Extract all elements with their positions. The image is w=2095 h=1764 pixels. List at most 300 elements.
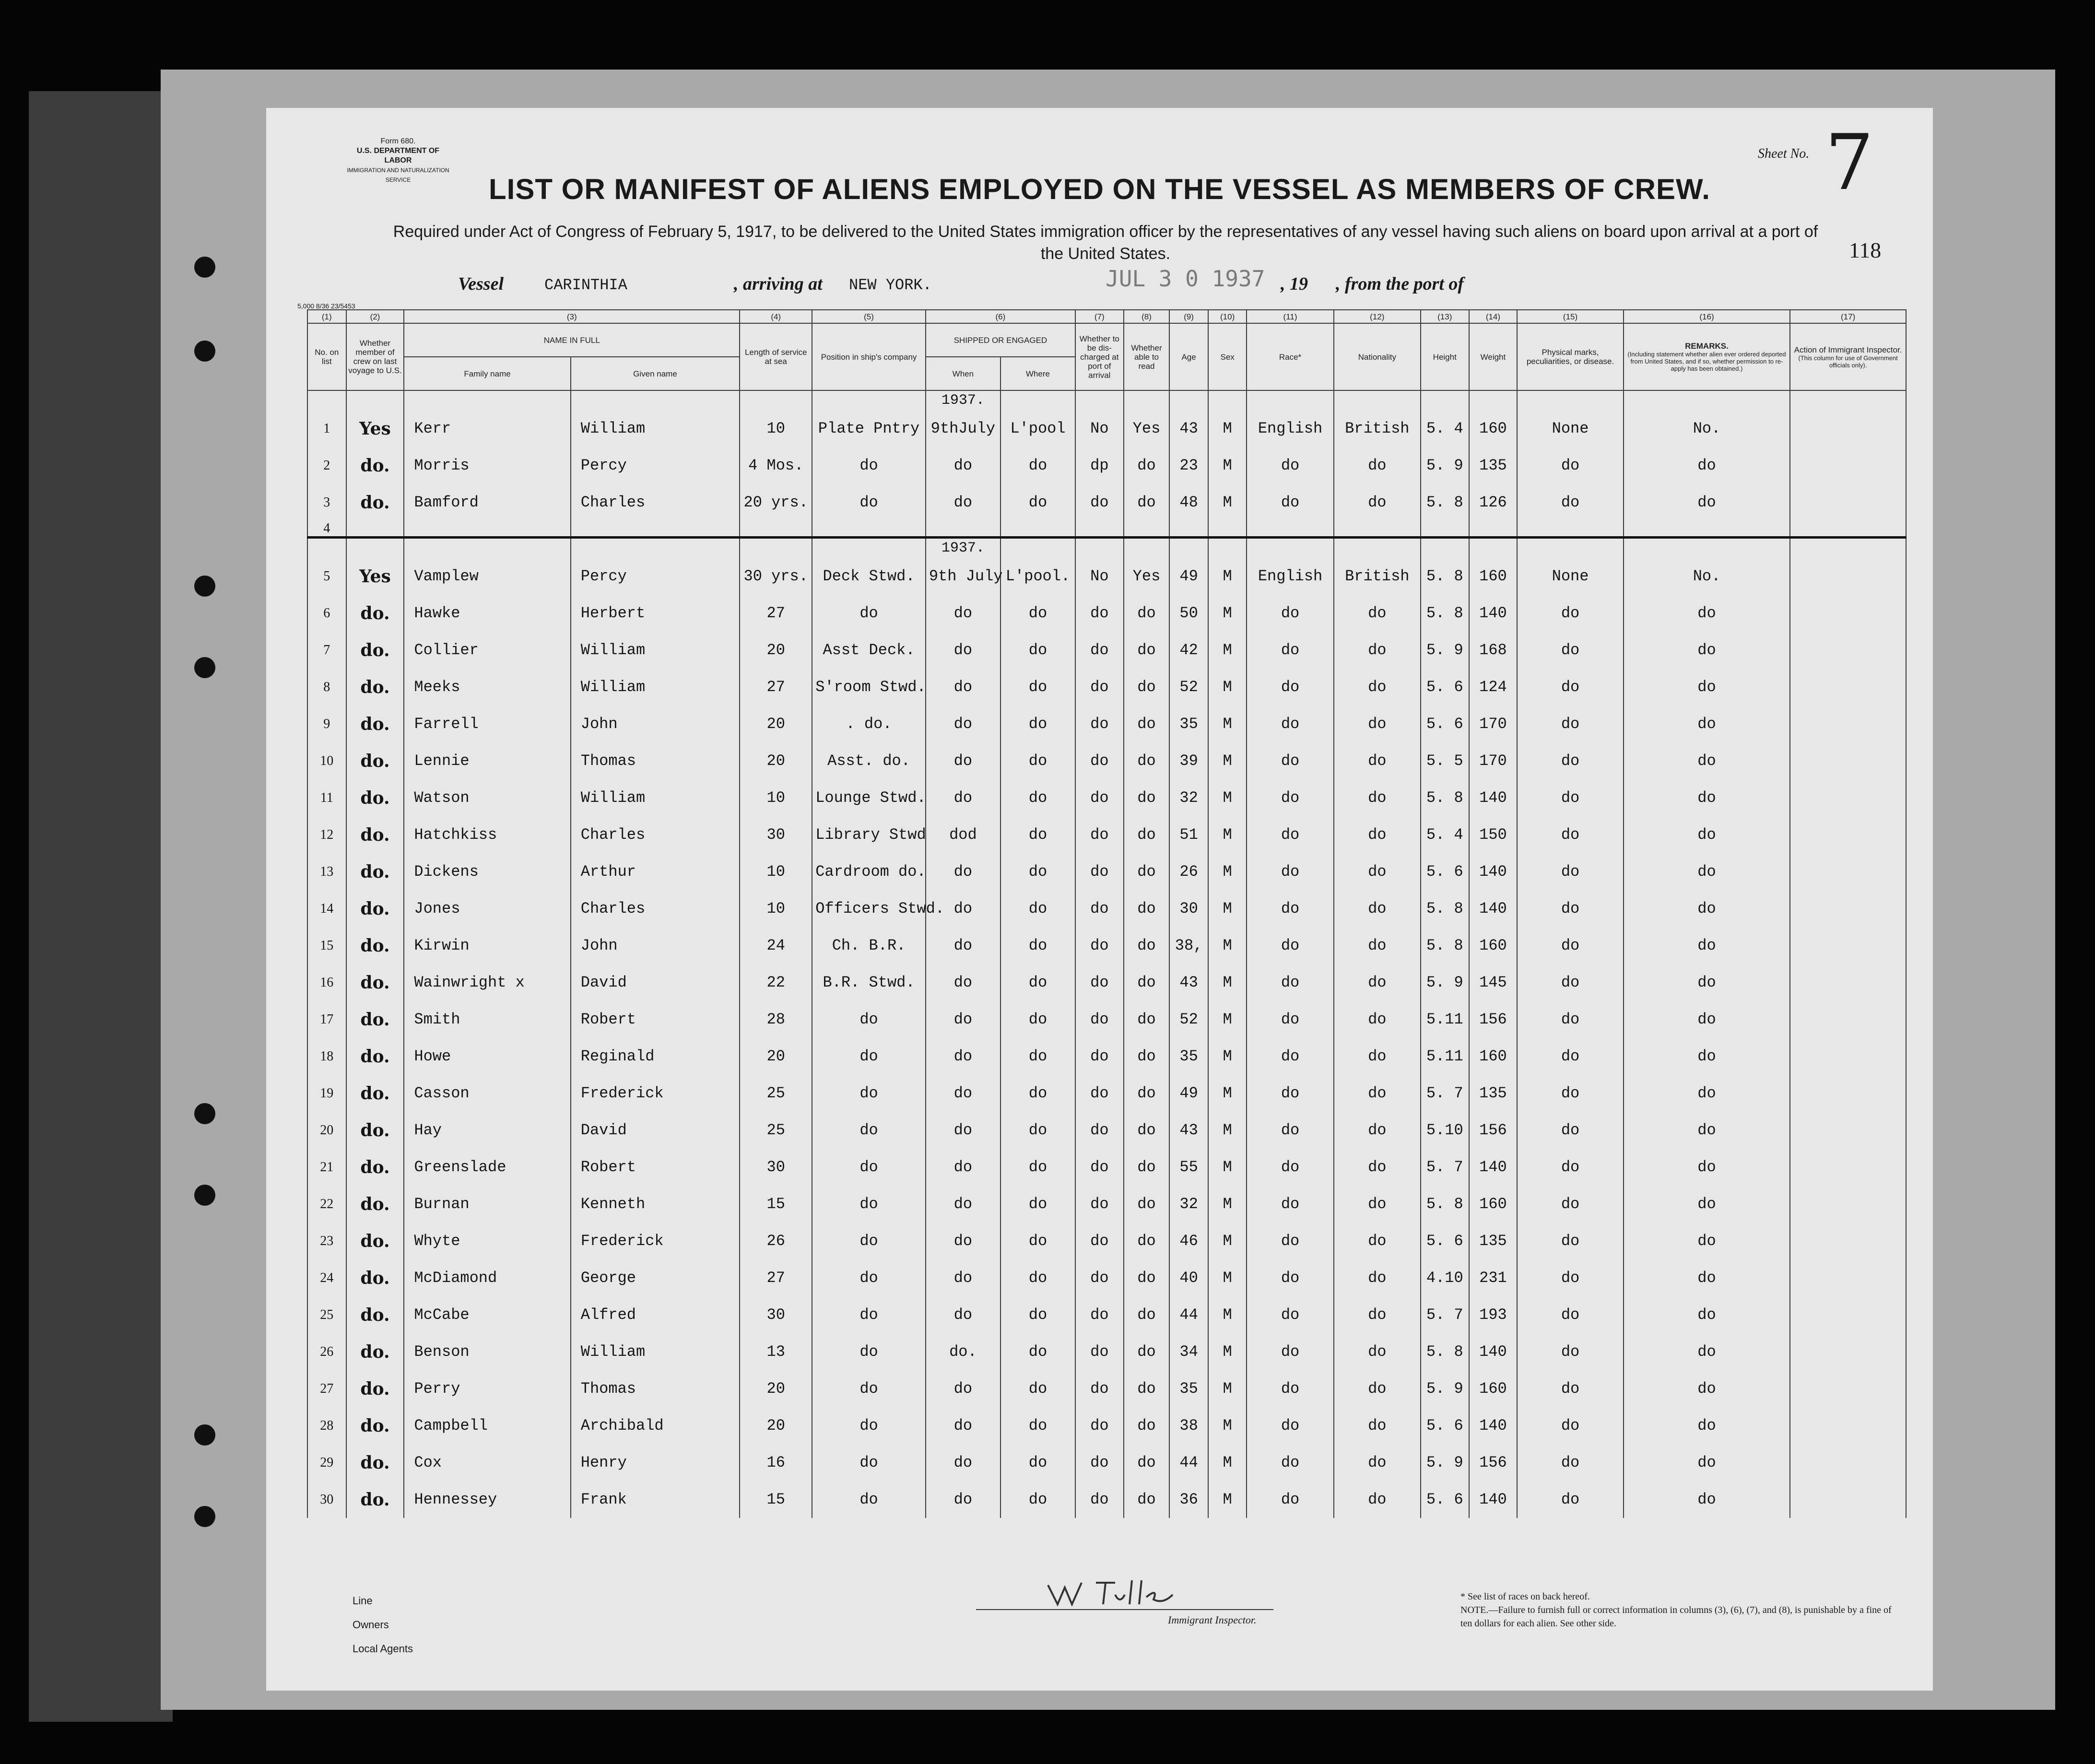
cell-race: do bbox=[1247, 742, 1333, 779]
cell-sex: M bbox=[1208, 1112, 1247, 1149]
date-stamp: JUL 3 0 1937 bbox=[1106, 266, 1265, 292]
col-number: (3) bbox=[404, 310, 740, 323]
cell-disch: do bbox=[1075, 1149, 1124, 1186]
header-family-name: Family name bbox=[404, 357, 570, 390]
col-number: (12) bbox=[1334, 310, 1421, 323]
cell-read bbox=[1124, 521, 1170, 538]
cell-prev bbox=[346, 390, 404, 410]
cell-action bbox=[1790, 964, 1906, 1001]
col-number: (17) bbox=[1790, 310, 1906, 323]
cell-given: William bbox=[571, 779, 740, 816]
cell-where: do bbox=[1000, 1296, 1075, 1333]
cell-disch: do bbox=[1075, 1481, 1124, 1518]
cell-where bbox=[1000, 390, 1075, 410]
cell-race: do bbox=[1247, 669, 1333, 706]
cell-remarks: do bbox=[1624, 927, 1790, 964]
cell-where bbox=[1000, 521, 1075, 538]
cell-position: Officers Stwd. bbox=[812, 890, 926, 927]
cell-remarks bbox=[1624, 521, 1790, 538]
cell-sex bbox=[1208, 521, 1247, 538]
cell-remarks: do bbox=[1624, 706, 1790, 742]
cell-action bbox=[1790, 632, 1906, 669]
col-number: (8) bbox=[1124, 310, 1170, 323]
cell-marks: do bbox=[1517, 447, 1624, 484]
cell-family: Wainwright x bbox=[404, 964, 570, 1001]
cell-action bbox=[1790, 1407, 1906, 1444]
cell-read: do bbox=[1124, 669, 1170, 706]
cell-weight: 140 bbox=[1469, 595, 1518, 632]
cell-family bbox=[404, 521, 570, 538]
table-row bbox=[307, 1149, 1906, 1186]
cell-prev: do. bbox=[346, 853, 404, 890]
cell-weight: 150 bbox=[1469, 816, 1518, 853]
cell-family: Campbell bbox=[404, 1407, 570, 1444]
sheet-number-label: Sheet No. bbox=[1758, 146, 1810, 161]
cell-disch: do bbox=[1075, 1075, 1124, 1112]
cell-family bbox=[404, 538, 570, 558]
cell-marks: do bbox=[1517, 1370, 1624, 1407]
cell-no: 28 bbox=[307, 1407, 346, 1444]
cell-prev bbox=[346, 538, 404, 558]
cell-when: do bbox=[926, 1186, 1000, 1223]
cell-marks: do bbox=[1517, 853, 1624, 890]
table-row bbox=[307, 595, 1906, 632]
cell-prev: Yes bbox=[346, 558, 404, 595]
cell-marks: do bbox=[1517, 1407, 1624, 1444]
cell-family: Collier bbox=[404, 632, 570, 669]
table-row bbox=[307, 669, 1906, 706]
cell-marks: do bbox=[1517, 816, 1624, 853]
cell-where: do bbox=[1000, 1112, 1075, 1149]
arrival-port: NEW YORK. bbox=[849, 276, 932, 294]
cell-age: 49 bbox=[1169, 1075, 1208, 1112]
cell-family: Whyte bbox=[404, 1223, 570, 1259]
cell-service: 20 bbox=[740, 706, 812, 742]
cell-position: do bbox=[812, 447, 926, 484]
cell-nat: do bbox=[1334, 927, 1421, 964]
cell-race: English bbox=[1247, 410, 1333, 447]
cell-nat: do bbox=[1334, 1444, 1421, 1481]
cell-weight: 140 bbox=[1469, 779, 1518, 816]
cell-race: do bbox=[1247, 1001, 1333, 1038]
cell-given: John bbox=[571, 927, 740, 964]
cell-race: do bbox=[1247, 1038, 1333, 1075]
cell-weight: 135 bbox=[1469, 447, 1518, 484]
cell-family: Hawke bbox=[404, 595, 570, 632]
cell-given: Thomas bbox=[571, 742, 740, 779]
cell-disch: do bbox=[1075, 890, 1124, 927]
cell-where: do bbox=[1000, 1407, 1075, 1444]
cell-given: Arthur bbox=[571, 853, 740, 890]
cell-height: 5. 8 bbox=[1421, 927, 1469, 964]
cell-sex: M bbox=[1208, 632, 1247, 669]
cell-when: do bbox=[926, 595, 1000, 632]
table-row bbox=[307, 1038, 1906, 1075]
cell-race: do bbox=[1247, 447, 1333, 484]
cell-family: Casson bbox=[404, 1075, 570, 1112]
table-row bbox=[307, 853, 1906, 890]
cell-service: 10 bbox=[740, 853, 812, 890]
cell-weight: 168 bbox=[1469, 632, 1518, 669]
cell-age: 52 bbox=[1169, 669, 1208, 706]
cell-disch: do bbox=[1075, 927, 1124, 964]
cell-prev: do. bbox=[346, 1481, 404, 1518]
cell-nat bbox=[1334, 538, 1421, 558]
cell-service: 28 bbox=[740, 1001, 812, 1038]
cell-sex: M bbox=[1208, 595, 1247, 632]
cell-height bbox=[1421, 521, 1469, 538]
cell-disch: do bbox=[1075, 816, 1124, 853]
binder-hole bbox=[194, 1185, 215, 1206]
cell-nat: British bbox=[1334, 558, 1421, 595]
table-row bbox=[307, 1223, 1906, 1259]
cell-when: do bbox=[926, 632, 1000, 669]
cell-family: Hatchkiss bbox=[404, 816, 570, 853]
cell-when: do bbox=[926, 742, 1000, 779]
cell-remarks: do bbox=[1624, 632, 1790, 669]
cell-read: do bbox=[1124, 1259, 1170, 1296]
cell-no: 16 bbox=[307, 964, 346, 1001]
cell-family: Cox bbox=[404, 1444, 570, 1481]
cell-service bbox=[740, 521, 812, 538]
cell-weight: 145 bbox=[1469, 964, 1518, 1001]
footer-notes bbox=[1460, 1590, 1892, 1630]
cell-family: Meeks bbox=[404, 669, 570, 706]
cell-no: 5 bbox=[307, 558, 346, 595]
cell-no: 26 bbox=[307, 1333, 346, 1370]
cell-family: Hay bbox=[404, 1112, 570, 1149]
line-label: Line bbox=[353, 1595, 373, 1607]
cell-weight bbox=[1469, 390, 1518, 410]
cell-disch: do bbox=[1075, 595, 1124, 632]
cell-race: do bbox=[1247, 853, 1333, 890]
cell-family: Howe bbox=[404, 1038, 570, 1075]
cell-given: David bbox=[571, 964, 740, 1001]
header-sex: Sex bbox=[1208, 323, 1247, 390]
cell-height: 5. 6 bbox=[1421, 853, 1469, 890]
cell-disch bbox=[1075, 538, 1124, 558]
cell-height: 5. 6 bbox=[1421, 1481, 1469, 1518]
cell-disch: No bbox=[1075, 410, 1124, 447]
cell-no: 13 bbox=[307, 853, 346, 890]
cell-read: do bbox=[1124, 1001, 1170, 1038]
penalty-note: NOTE.—Failure to furnish full or correct information in columns (3), (6), (7), and (8), is punishable by a fine of ten dollars for each alien. See other side. bbox=[1460, 1605, 1892, 1629]
cell-action bbox=[1790, 927, 1906, 964]
cell-height: 5. 7 bbox=[1421, 1296, 1469, 1333]
cell-action bbox=[1790, 816, 1906, 853]
cell-height: 5. 6 bbox=[1421, 1407, 1469, 1444]
cell-when: dod bbox=[926, 816, 1000, 853]
cell-prev: do. bbox=[346, 1370, 404, 1407]
cell-where: do bbox=[1000, 1333, 1075, 1370]
cell-family bbox=[404, 390, 570, 410]
cell-position bbox=[812, 538, 926, 558]
cell-remarks: do bbox=[1624, 1296, 1790, 1333]
cell-no: 23 bbox=[307, 1223, 346, 1259]
cell-age: 42 bbox=[1169, 632, 1208, 669]
table-row bbox=[307, 632, 1906, 669]
cell-prev: do. bbox=[346, 779, 404, 816]
cell-remarks bbox=[1624, 390, 1790, 410]
cell-service: 20 yrs. bbox=[740, 484, 812, 521]
binder-hole bbox=[194, 1424, 215, 1446]
cell-age: 43 bbox=[1169, 964, 1208, 1001]
cell-action bbox=[1790, 1370, 1906, 1407]
cell-marks: do bbox=[1517, 1038, 1624, 1075]
cell-no: 3 bbox=[307, 484, 346, 521]
cell-height: 5. 4 bbox=[1421, 816, 1469, 853]
cell-sex: M bbox=[1208, 890, 1247, 927]
cell-given: Percy bbox=[571, 447, 740, 484]
cell-read: do bbox=[1124, 632, 1170, 669]
cell-action bbox=[1790, 1223, 1906, 1259]
cell-nat: do bbox=[1334, 1001, 1421, 1038]
cell-no: 10 bbox=[307, 742, 346, 779]
cell-prev: do. bbox=[346, 742, 404, 779]
cell-marks: do bbox=[1517, 1001, 1624, 1038]
cell-given: Percy bbox=[571, 558, 740, 595]
cell-weight: 156 bbox=[1469, 1444, 1518, 1481]
cell-race: do bbox=[1247, 1186, 1333, 1223]
cell-disch: do bbox=[1075, 1444, 1124, 1481]
cell-disch: do bbox=[1075, 1370, 1124, 1407]
cell-disch: do bbox=[1075, 964, 1124, 1001]
cell-race: do bbox=[1247, 1333, 1333, 1370]
cell-position: do bbox=[812, 595, 926, 632]
cell-nat: do bbox=[1334, 706, 1421, 742]
table-row bbox=[307, 1296, 1906, 1333]
binder-hole bbox=[194, 576, 215, 597]
cell-disch: do bbox=[1075, 706, 1124, 742]
cell-age: 23 bbox=[1169, 447, 1208, 484]
header-physical-marks: Physical marks, peculiarities, or disease. bbox=[1517, 323, 1624, 390]
cell-where: do bbox=[1000, 964, 1075, 1001]
cell-nat: do bbox=[1334, 595, 1421, 632]
header-action bbox=[1790, 323, 1906, 390]
cell-nat: do bbox=[1334, 1075, 1421, 1112]
cell-disch: do bbox=[1075, 1186, 1124, 1223]
cell-disch: do bbox=[1075, 1223, 1124, 1259]
cell-sex: M bbox=[1208, 853, 1247, 890]
binder-hole bbox=[194, 1506, 215, 1527]
cell-action bbox=[1790, 410, 1906, 447]
cell-family: Burnan bbox=[404, 1186, 570, 1223]
cell-family: Farrell bbox=[404, 706, 570, 742]
cell-remarks: do bbox=[1624, 447, 1790, 484]
table-row bbox=[307, 1407, 1906, 1444]
cell-sex: M bbox=[1208, 558, 1247, 595]
cell-action bbox=[1790, 447, 1906, 484]
cell-family: Watson bbox=[404, 779, 570, 816]
cell-position: . do. bbox=[812, 706, 926, 742]
cell-given: Henry bbox=[571, 1444, 740, 1481]
cell-marks: do bbox=[1517, 632, 1624, 669]
cell-given: Charles bbox=[571, 484, 740, 521]
cell-given: Alfred bbox=[571, 1296, 740, 1333]
cell-age: 35 bbox=[1169, 1370, 1208, 1407]
cell-sex: M bbox=[1208, 1149, 1247, 1186]
cell-height: 5.10 bbox=[1421, 1112, 1469, 1149]
cell-marks: do bbox=[1517, 890, 1624, 927]
table-row bbox=[307, 410, 1906, 447]
cell-given: John bbox=[571, 706, 740, 742]
cell-read: do bbox=[1124, 484, 1170, 521]
cell-nat: do bbox=[1334, 1038, 1421, 1075]
cell-marks: do bbox=[1517, 1223, 1624, 1259]
cell-nat: do bbox=[1334, 1407, 1421, 1444]
cell-nat: do bbox=[1334, 1112, 1421, 1149]
cell-position: do bbox=[812, 1112, 926, 1149]
col-number: (15) bbox=[1517, 310, 1624, 323]
cell-disch: do bbox=[1075, 1296, 1124, 1333]
cell-when: do bbox=[926, 1481, 1000, 1518]
header-position: Position in ship's company bbox=[812, 323, 926, 390]
cell-nat: do bbox=[1334, 742, 1421, 779]
cell-position: do bbox=[812, 1407, 926, 1444]
cell-given: Frederick bbox=[571, 1223, 740, 1259]
cell-sex: M bbox=[1208, 669, 1247, 706]
cell-race: do bbox=[1247, 816, 1333, 853]
cell-prev: do. bbox=[346, 1038, 404, 1075]
cell-age: 38, bbox=[1169, 927, 1208, 964]
cell-given: Kenneth bbox=[571, 1186, 740, 1223]
table-row bbox=[307, 1259, 1906, 1296]
cell-prev: do. bbox=[346, 595, 404, 632]
cell-race: do bbox=[1247, 1370, 1333, 1407]
races-note: * See list of races on back hereof. bbox=[1460, 1591, 1590, 1602]
cell-when: do bbox=[926, 1038, 1000, 1075]
cell-age: 49 bbox=[1169, 558, 1208, 595]
cell-height: 5. 8 bbox=[1421, 558, 1469, 595]
cell-given: George bbox=[571, 1259, 740, 1296]
cell-weight: 140 bbox=[1469, 1407, 1518, 1444]
cell-sex: M bbox=[1208, 1223, 1247, 1259]
cell-position: do bbox=[812, 1481, 926, 1518]
col-number: (10) bbox=[1208, 310, 1247, 323]
cell-given: Charles bbox=[571, 890, 740, 927]
cell-action bbox=[1790, 853, 1906, 890]
cell-remarks: do bbox=[1624, 1112, 1790, 1149]
col-number: (14) bbox=[1469, 310, 1518, 323]
cell-where: do bbox=[1000, 742, 1075, 779]
cell-no: 6 bbox=[307, 595, 346, 632]
cell-when: do bbox=[926, 1370, 1000, 1407]
table-row bbox=[307, 706, 1906, 742]
cell-age: 34 bbox=[1169, 1333, 1208, 1370]
table-row bbox=[307, 1112, 1906, 1149]
cell-service bbox=[740, 538, 812, 558]
cell-where: do bbox=[1000, 1186, 1075, 1223]
cell-remarks: do bbox=[1624, 1149, 1790, 1186]
cell-service: 16 bbox=[740, 1444, 812, 1481]
cell-nat: do bbox=[1334, 1149, 1421, 1186]
table-row bbox=[307, 1333, 1906, 1370]
cell-read: do bbox=[1124, 1481, 1170, 1518]
cell-when: do bbox=[926, 927, 1000, 964]
cell-weight: 170 bbox=[1469, 706, 1518, 742]
cell-position: do bbox=[812, 1370, 926, 1407]
cell-given: William bbox=[571, 669, 740, 706]
cell-where: do bbox=[1000, 595, 1075, 632]
cell-service: 10 bbox=[740, 779, 812, 816]
cell-action bbox=[1790, 595, 1906, 632]
cell-nat: do bbox=[1334, 1296, 1421, 1333]
cell-family: Kirwin bbox=[404, 927, 570, 964]
cell-weight: 160 bbox=[1469, 1186, 1518, 1223]
cell-no: 20 bbox=[307, 1112, 346, 1149]
table-row bbox=[307, 390, 1906, 410]
cell-service: 27 bbox=[740, 669, 812, 706]
cell-position: do bbox=[812, 1259, 926, 1296]
cell-read: do bbox=[1124, 447, 1170, 484]
cell-where: do bbox=[1000, 1370, 1075, 1407]
cell-when bbox=[926, 521, 1000, 538]
cell-remarks: do bbox=[1624, 742, 1790, 779]
cell-service: 10 bbox=[740, 410, 812, 447]
cell-disch: do bbox=[1075, 1259, 1124, 1296]
cell-service: 15 bbox=[740, 1186, 812, 1223]
cell-family: Bamford bbox=[404, 484, 570, 521]
cell-family: Greenslade bbox=[404, 1149, 570, 1186]
cell-disch: do bbox=[1075, 632, 1124, 669]
cell-when: do bbox=[926, 964, 1000, 1001]
cell-remarks: do bbox=[1624, 669, 1790, 706]
cell-no: 2 bbox=[307, 447, 346, 484]
cell-age: 35 bbox=[1169, 1038, 1208, 1075]
cell-service: 25 bbox=[740, 1075, 812, 1112]
owners-label: Owners bbox=[353, 1619, 389, 1631]
cell-nat bbox=[1334, 390, 1421, 410]
cell-action bbox=[1790, 390, 1906, 410]
cell-sex: M bbox=[1208, 1444, 1247, 1481]
cell-when: 9th July bbox=[926, 558, 1000, 595]
cell-no: 24 bbox=[307, 1259, 346, 1296]
cell-position: Library Stwd bbox=[812, 816, 926, 853]
cell-service: 20 bbox=[740, 1370, 812, 1407]
cell-weight: 170 bbox=[1469, 742, 1518, 779]
cell-family: Smith bbox=[404, 1001, 570, 1038]
cell-when: do bbox=[926, 1001, 1000, 1038]
cell-sex: M bbox=[1208, 706, 1247, 742]
cell-when: do bbox=[926, 669, 1000, 706]
cell-race: do bbox=[1247, 890, 1333, 927]
cell-sex: M bbox=[1208, 816, 1247, 853]
cell-given: Robert bbox=[571, 1001, 740, 1038]
cell-family: Lennie bbox=[404, 742, 570, 779]
cell-action bbox=[1790, 521, 1906, 538]
cell-marks: do bbox=[1517, 484, 1624, 521]
cell-nat: do bbox=[1334, 964, 1421, 1001]
cell-age: 44 bbox=[1169, 1296, 1208, 1333]
cell-disch: do bbox=[1075, 1038, 1124, 1075]
scan-background-left bbox=[29, 91, 173, 1722]
cell-disch: do bbox=[1075, 742, 1124, 779]
binder-hole bbox=[194, 657, 215, 678]
cell-weight: 160 bbox=[1469, 927, 1518, 964]
col-number: (7) bbox=[1075, 310, 1124, 323]
cell-family: Dickens bbox=[404, 853, 570, 890]
cell-marks: do bbox=[1517, 669, 1624, 706]
cell-given: Frank bbox=[571, 1481, 740, 1518]
cell-given: Herbert bbox=[571, 595, 740, 632]
cell-nat: do bbox=[1334, 1481, 1421, 1518]
cell-where: do bbox=[1000, 816, 1075, 853]
header-able-to-read: Whether able to read bbox=[1124, 323, 1170, 390]
cell-prev: do. bbox=[346, 927, 404, 964]
cell-no: 9 bbox=[307, 706, 346, 742]
page-number: 118 bbox=[1849, 238, 1882, 262]
cell-action bbox=[1790, 484, 1906, 521]
